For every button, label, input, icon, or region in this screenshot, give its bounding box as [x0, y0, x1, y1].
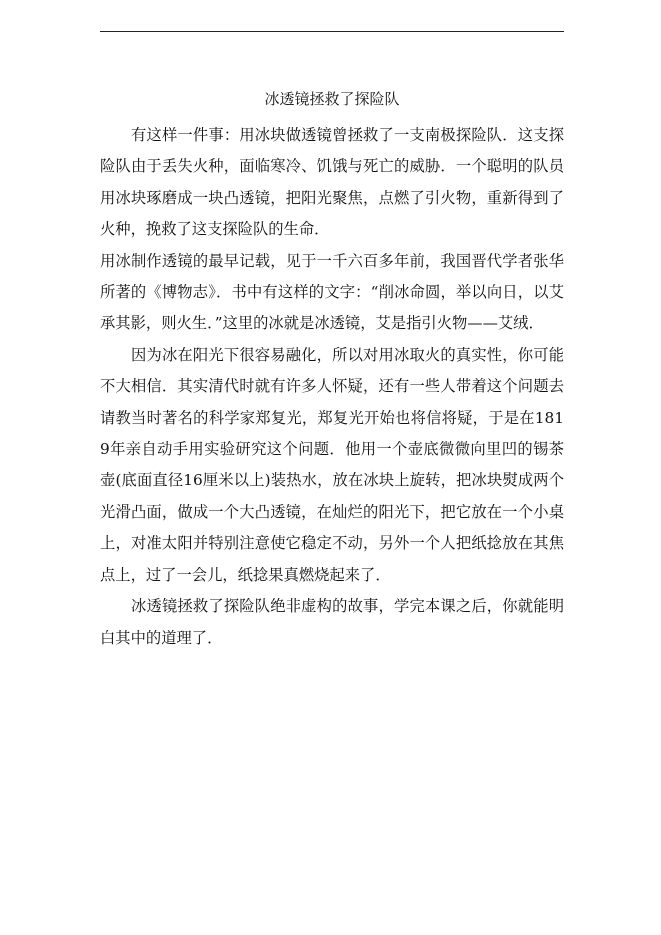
paragraph-2: 用冰制作透镜的最早记载，见于一千六百多年前，我国晋代学者张华所著的《博物志》．书中有这样的文字：“削冰命圆，举以向日，以艾承其影，则火生．”这里的冰就是冰透镜，艾是指引火物——艾绒． — [100, 251, 564, 333]
paragraph-3: 因为冰在阳光下很容易融化，所以对用冰取火的真实性，你可能不大相信．其实清代时就有许多人怀疑，还有一些人带着这个问题去请教当时著名的科学家郑复光，郑复光开始也将信将疑，于是在1819年亲自动手用实验研究这个问题．他用一个壶底微微向里凹的锡茶壶(底面直径16厘米以上)装热水，放在冰块上旋转，把冰块熨成两个光滑凸面，做成一个大凸透镜，在灿烂的阳光下，把它放在一个小桌上，对准太阳并特别注意使它稳定不动，另外一个人把纸捻放在其焦点上，过了一会儿，纸捻果真燃烧起来了． — [100, 345, 564, 584]
document-body — [100, 120, 564, 654]
header-rule — [100, 31, 564, 32]
document-title: 冰透镜拯救了探险队 — [264, 90, 400, 108]
paragraph-1: 有这样一件事：用冰块做透镜曾拯救了一支南极探险队．这支探险队由于丢失火种，面临寒冷、饥饿与死亡的威胁．一个聪明的队员用冰块琢磨成一块凸透镜，把阳光聚焦，点燃了引火物，重新得到了火种，挽救了这支探险队的生命． — [100, 126, 564, 239]
paragraph-4: 冰透镜拯救了探险队绝非虚构的故事，学完本课之后，你就能明白其中的道理了． — [100, 597, 564, 647]
